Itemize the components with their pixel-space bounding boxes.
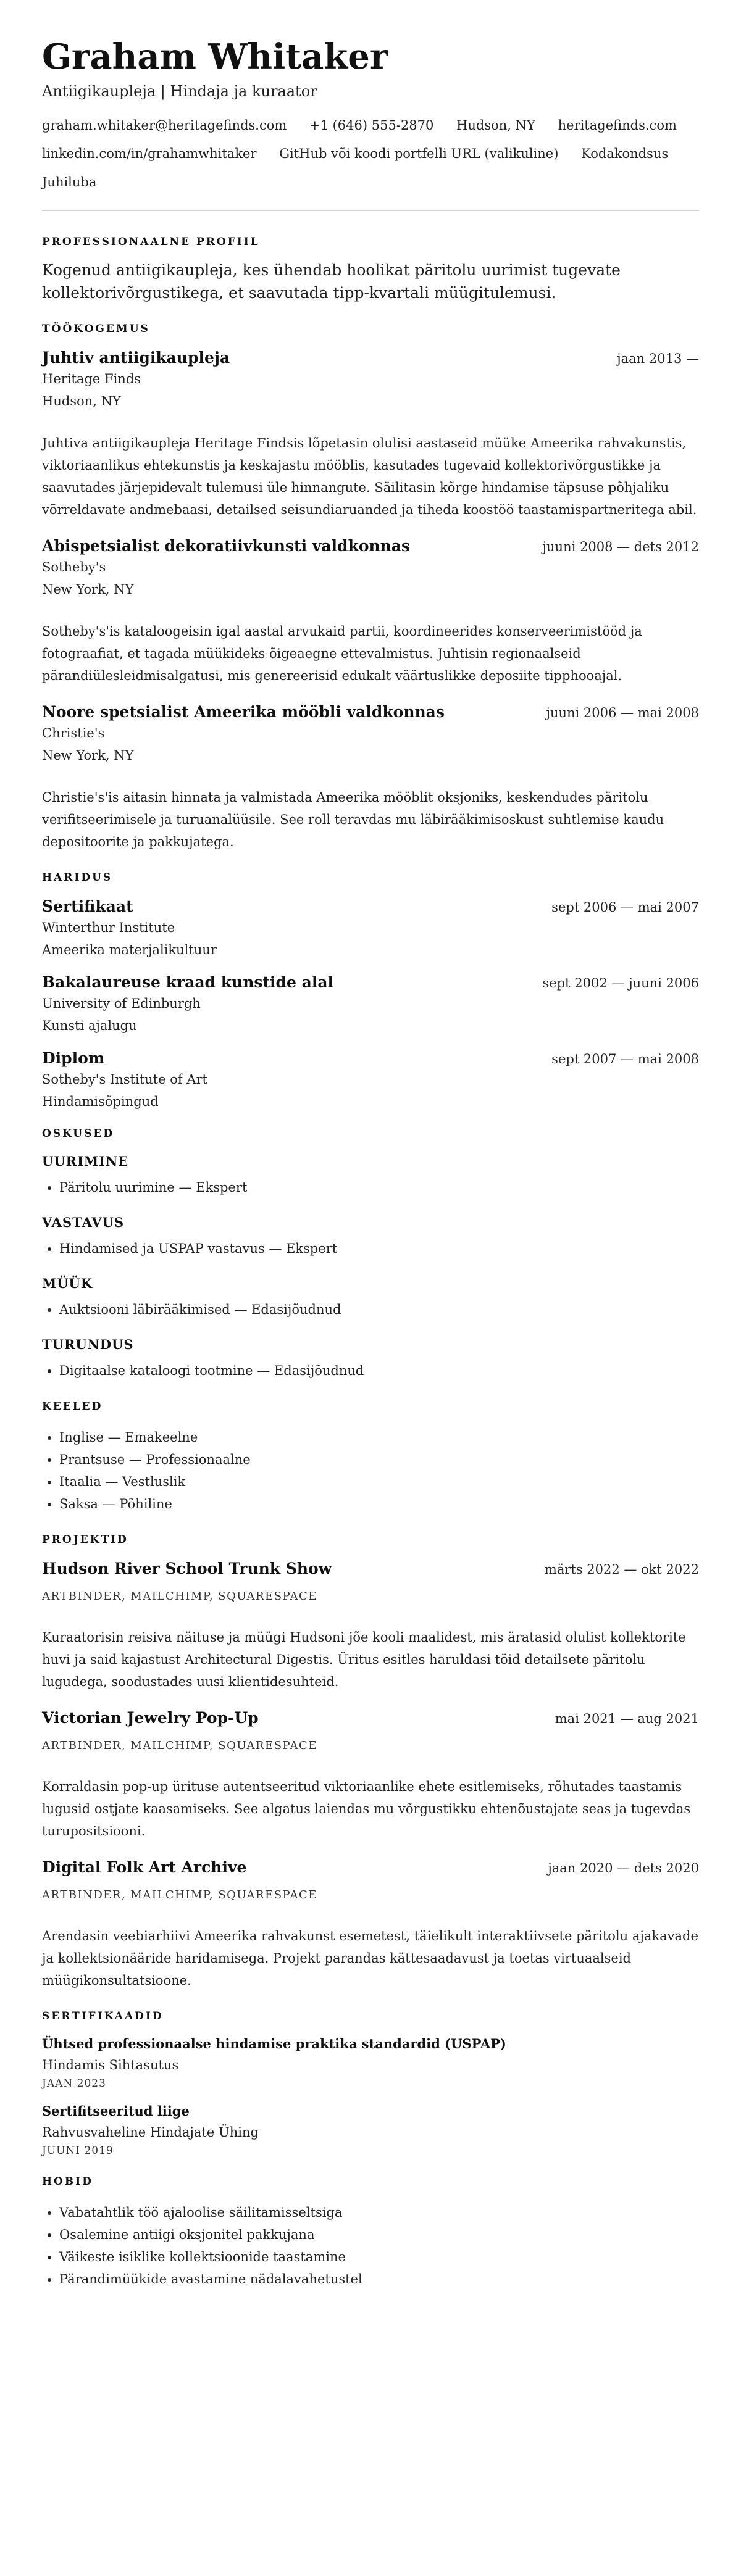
education-entry — [42, 1049, 699, 1109]
contact-github: GitHub või koodi portfelli URL (valikuline) — [279, 146, 559, 162]
project-entry — [42, 1709, 699, 1842]
certification-date: JAAN 2023 — [42, 2077, 106, 2090]
skill-item: • Hindamised ja USPAP vastavus — Ekspert — [59, 1237, 699, 1260]
job-description: Sotheby's'is kataloogeisin igal aastal arvukaid partii, koordineerides konserveerimistööd ja fotograafiat, et tagada müükideks õigeaegne ettevalmistus. Juhtisin regionaalseid pärandiülesleidmisalgatusi, mis genereerisid edukalt väärtuslikke deposiite tipphooajal. — [42, 623, 642, 683]
project-name: Digital Folk Art Archive — [42, 1858, 247, 1876]
projects-section — [42, 1534, 699, 1992]
language-item: • Inglise — Emakeelne — [59, 1426, 699, 1448]
job-location: Hudson, NY — [42, 393, 121, 409]
contact-citizenship: Kodakondsus — [581, 146, 669, 162]
hobby-item: • Vabatahtlik töö ajaloolise säilitamisseltsiga — [59, 2201, 699, 2224]
skill-category: UURIMINE — [42, 1153, 129, 1169]
job-description: Christie's'is aitasin hinnata ja valmistada Ameerika mööblit oksjoniks, keskendudes päritolu verifitseerimisele ja turuanalüüsile. See roll teravdas mu läbirääkimisoskust suhtlemise kaudu depositoorite ja pakkujatega. — [42, 789, 664, 849]
project-dates: märts 2022 — okt 2022 — [544, 1561, 699, 1577]
contact-phone: +1 (646) 555-2870 — [309, 118, 434, 133]
skill-list — [42, 1298, 699, 1321]
certification-entry — [42, 2103, 699, 2157]
study-field: Kunsti ajalugu — [42, 1018, 137, 1033]
education-section — [42, 871, 699, 1109]
section-title-hobbies: HOBID — [42, 2175, 93, 2188]
resume-header — [42, 37, 699, 196]
study-field: Hindamisõpingud — [42, 1094, 159, 1109]
certification-issuer: Hindamis Sihtasutus — [42, 2057, 179, 2072]
study-field: Ameerika materjalikultuur — [42, 942, 217, 957]
job-title: Noore spetsialist Ameerika mööbli valdkonnas — [42, 702, 445, 721]
skill-category: VASTAVUS — [42, 1214, 125, 1230]
certification-name: Sertifitseeritud liige — [42, 2103, 190, 2119]
section-title-languages: KEELED — [42, 1400, 103, 1413]
contact-info — [42, 111, 699, 196]
hobby-item: • Pärandimüükide avastamine nädalavahetustel — [59, 2268, 699, 2290]
project-entry — [42, 1560, 699, 1693]
skill-list — [42, 1237, 699, 1260]
project-tech: ARTBINDER, MAILCHIMP, SQUARESPACE — [42, 1589, 317, 1603]
experience-section — [42, 323, 699, 853]
language-item: • Itaalia — Vestluslik — [59, 1471, 699, 1493]
job-company: Christie's — [42, 725, 105, 741]
profile-summary: Kogenud antiigikaupleja, kes ühendab hoolikat päritolu uurimist tugevate kollektorivõrgustikega, et saavutada tipp-kvartali müügitulemusi. — [42, 261, 621, 302]
contact-location: Hudson, NY — [456, 118, 535, 133]
project-tech: ARTBINDER, MAILCHIMP, SQUARESPACE — [42, 1888, 317, 1901]
language-item: • Prantsuse — Professionaalne — [59, 1448, 699, 1471]
job-dates: juuni 2008 — dets 2012 — [542, 539, 699, 554]
hobby-item: • Osalemine antiigi oksjonitel pakkujana — [59, 2224, 699, 2246]
project-name: Hudson River School Trunk Show — [42, 1559, 332, 1577]
school-name: Sotheby's Institute of Art — [42, 1071, 207, 1087]
section-title-skills: OSKUSED — [42, 1127, 115, 1140]
candidate-headline: Antiigikaupleja | Hindaja ja kuraator — [42, 83, 317, 101]
degree-title: Sertifikaat — [42, 897, 133, 915]
candidate-name: Graham Whitaker — [42, 36, 388, 77]
section-title-projects: PROJEKTID — [42, 1533, 128, 1546]
hobby-list — [42, 2201, 699, 2290]
job-location: New York, NY — [42, 581, 134, 597]
degree-title: Diplom — [42, 1049, 105, 1067]
certifications-section — [42, 2010, 699, 2157]
header-divider — [42, 210, 699, 211]
degree-dates: sept 2002 — juuni 2006 — [542, 975, 699, 991]
language-item: • Saksa — Põhiline — [59, 1493, 699, 1515]
skill-list — [42, 1360, 699, 1382]
hobby-item: • Väikeste isiklike kollektsioonide taastamine — [59, 2246, 699, 2268]
job-title: Abispetsialist dekoratiivkunsti valdkonnas — [42, 536, 411, 555]
contact-website[interactable]: heritagefinds.com — [558, 118, 677, 133]
skills-section — [42, 1128, 699, 1382]
contact-license: Juhiluba — [42, 175, 97, 190]
job-title: Juhtiv antiigikaupleja — [42, 348, 230, 367]
project-entry — [42, 1858, 699, 1992]
hobbies-section — [42, 2175, 699, 2290]
profile-section — [42, 236, 699, 304]
skill-item: • Auktsiooni läbirääkimised — Edasijõudnud — [59, 1298, 699, 1321]
skill-list — [42, 1176, 699, 1199]
degree-dates: sept 2006 — mai 2007 — [551, 899, 699, 915]
section-title-experience: TÖÖKOGEMUS — [42, 322, 150, 335]
section-title-certifications: SERTIFIKAADID — [42, 2009, 164, 2022]
certification-issuer: Rahvusvaheline Hindajate Ühing — [42, 2124, 259, 2140]
project-dates: mai 2021 — aug 2021 — [555, 1711, 699, 1726]
job-dates: jaan 2013 — — [617, 351, 699, 366]
language-list — [42, 1426, 699, 1515]
degree-title: Bakalaureuse kraad kunstide alal — [42, 973, 334, 991]
certification-entry — [42, 2036, 699, 2090]
skill-item: • Digitaalse kataloogi tootmine — Edasijõudnud — [59, 1360, 699, 1382]
job-dates: juuni 2006 — mai 2008 — [546, 705, 699, 720]
experience-entry — [42, 703, 699, 853]
project-description: Korraldasin pop-up ürituse autentseeritud viktoriaanlike ehete esitlemiseks, rõhutades taastamis lugusid ostjate kaasamiseks. See algatus laiendas mu võrgustikku ehtenõustajate seas ja tugevdas turupositsiooni. — [42, 1779, 691, 1839]
project-name: Victorian Jewelry Pop-Up — [42, 1708, 259, 1727]
experience-entry — [42, 537, 699, 687]
certification-name: Ühtsed professionaalse hindamise praktika standardid (USPAP) — [42, 2035, 506, 2051]
job-company: Sotheby's — [42, 559, 106, 575]
school-name: University of Edinburgh — [42, 995, 201, 1011]
contact-linkedin[interactable]: linkedin.com/in/grahamwhitaker — [42, 146, 257, 162]
project-description: Arendasin veebiarhiivi Ameerika rahvakunst esemetest, täielikult interaktiivsete päritolu ajakavade ja kollektsionääride haridamisega. Projekt parandas kättesaadavust ja toetas virtuaalseid müügikonsultatsioone. — [42, 1928, 698, 1988]
section-title-education: HARIDUS — [42, 871, 113, 884]
education-entry — [42, 973, 699, 1033]
section-title-profile: PROFESSIONAALNE PROFIIL — [42, 236, 260, 249]
skill-category: MÜÜK — [42, 1275, 93, 1291]
languages-section — [42, 1400, 699, 1515]
job-description: Juhtiva antiigikaupleja Heritage Findsis lõpetasin olulisi aastaseid müüke Ameerika rahvakunstis, viktoriaanlikus ehtekunstis ja keskajastu mööblis, kasutades tugevaid kollektorivõrgustikke ja saavutades järjepidevalt tulemusi üle hinnangute. Säilitasin kõrge hindamise täpsuse põhjaliku võrreldavate andmebaasi, detailsed seisundiaruanded ja tiheda koostöö taastamispartneritega abil. — [42, 435, 697, 517]
project-description: Kuraatorisin reisiva näituse ja müügi Hudsoni jõe kooli maalidest, mis äratasid olulist kollektorite huvi ja said kajastust Architectural Digestis. Üritus esitles haruldasi töid detailsete päritolu lugudega, soodustades uusi klientidesuhteid. — [42, 1629, 686, 1689]
certification-date: JUUNI 2019 — [42, 2144, 114, 2157]
skill-item: • Päritolu uurimine — Ekspert — [59, 1176, 699, 1199]
experience-entry — [42, 349, 699, 521]
project-dates: jaan 2020 — dets 2020 — [548, 1860, 699, 1876]
project-tech: ARTBINDER, MAILCHIMP, SQUARESPACE — [42, 1739, 317, 1752]
skill-category: TURUNDUS — [42, 1336, 134, 1352]
contact-email[interactable]: graham.whitaker@heritagefinds.com — [42, 118, 287, 133]
school-name: Winterthur Institute — [42, 920, 175, 935]
job-location: New York, NY — [42, 747, 134, 763]
education-entry — [42, 897, 699, 957]
degree-dates: sept 2007 — mai 2008 — [551, 1051, 699, 1066]
job-company: Heritage Finds — [42, 371, 141, 386]
